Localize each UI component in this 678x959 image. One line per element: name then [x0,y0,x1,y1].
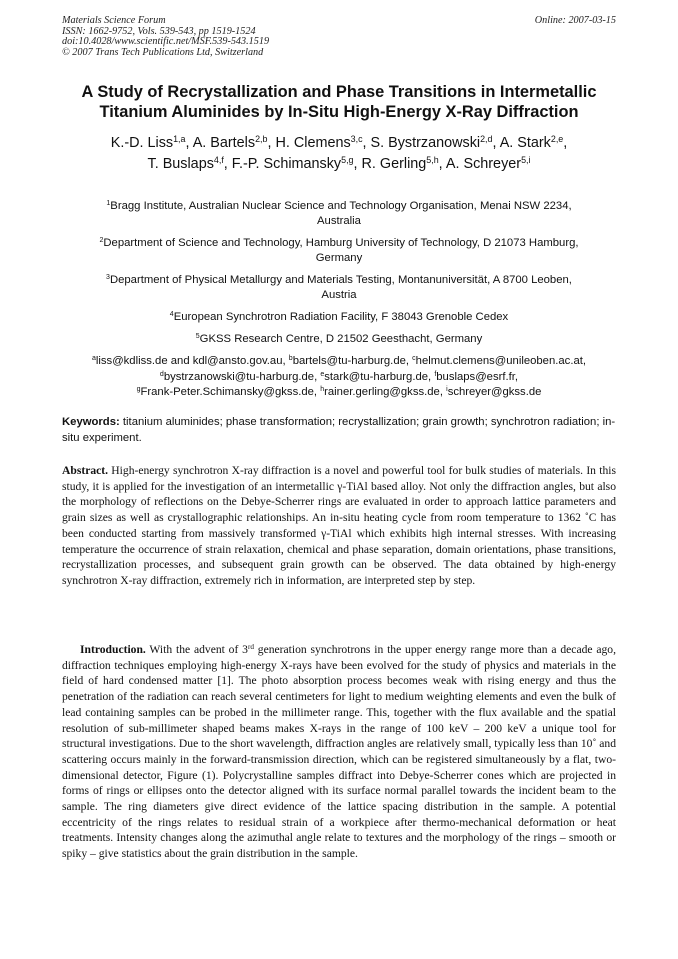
email-address[interactable]: buslaps@esrf.fr, [436,370,519,383]
author-separator: , [492,135,500,151]
email-line-3 [62,385,616,401]
author-name: H. Clemens [275,135,351,151]
affiliation-item [62,310,616,325]
introduction-pre: With the advent of 3 [145,643,248,656]
author-affiliation-marker: 2,b [255,134,268,145]
author-separator: , [362,135,371,151]
author-separator: , [223,156,232,172]
email-marker: c [412,355,416,363]
email-marker: b [288,355,293,363]
keywords-text: titanium aluminides; phase transformation; recrystallization; grain growth; synchrotron radiation; in-situ experiment. [62,416,616,444]
abstract-label: Abstract. [62,464,109,477]
affiliation-country: Germany [315,252,363,264]
author-name: K.-D. Liss [110,135,174,151]
introduction-ordinal-sup: rd [247,643,254,652]
author-affiliation-marker: 4,f [213,155,224,166]
author-affiliation-marker: 2,d [480,134,493,145]
copyright-line: © 2007 Trans Tech Publications Ltd, Switzerland [62,46,264,58]
email-marker: g [136,386,141,394]
email-marker: d [159,370,164,378]
journal-header [62,16,269,58]
author-name: S. Bystrzanowski [370,135,481,151]
email-marker: f [434,370,437,378]
abstract-paragraph [62,463,616,589]
journal-name: Materials Science Forum [62,15,166,26]
email-address[interactable]: liss@kdliss.de and kdl@ansto.gov.au, [95,355,289,367]
email-marker: h [320,386,325,394]
title-line-2: Titanium Aluminides by In-Situ High-Energy X-Ray Diffraction [99,103,579,121]
author-affiliation-marker: 5,i [521,155,531,166]
affiliation-country: Australia [317,215,361,227]
email-address[interactable]: helmut.clemens@unileoben.ac.at, [415,355,587,367]
affiliation-item [62,273,616,303]
email-address[interactable]: Frank-Peter.Schimansky@gkss.de, [140,386,321,398]
affiliation-text: GKSS Research Centre, D 21502 Geesthacht, Germany [199,333,483,345]
doi-line[interactable]: doi:10.4028/www.scientific.net/MSF.539-543.1519 [62,36,270,48]
email-marker: i [446,386,448,394]
author-line-1 [62,133,616,154]
author-name: F.-P. Schimansky [231,156,342,172]
email-marker: e [320,370,325,378]
issn-line: ISSN: 1662-9752, Vols. 539-543, pp 1519-1524 [62,25,256,37]
email-line-1 [62,354,616,370]
affiliation-number: 1 [106,200,111,208]
keywords-section [62,415,616,446]
author-list [62,133,616,175]
affiliation-item [62,199,616,229]
email-marker: a [91,355,96,363]
affiliation-number: 3 [106,274,110,282]
author-affiliation-marker: 2,e [550,134,564,145]
affiliations [62,199,616,401]
email-address[interactable]: bystrzanowski@tu-harburg.de, [163,370,321,383]
affiliation-number: 4 [169,311,174,319]
author-affiliation-marker: 5,h [426,155,439,166]
affiliation-number: 2 [99,237,104,245]
affiliation-number: 5 [195,333,200,341]
email-address[interactable]: schreyer@gkss.de [447,386,542,398]
paper-title [62,82,616,122]
author-name: R. Gerling [361,156,427,172]
affiliation-text: European Synchrotron Radiation Facility, F 38043 Grenoble Cedex [173,311,509,323]
affiliation-text: Department of Physical Metallurgy and Materials Testing, Montanuniversität, A 8700 Leoben, [109,274,572,286]
author-affiliation-marker: 1,a [173,134,186,145]
keywords-label: Keywords: [62,416,120,428]
author-name: A. Bartels [192,135,256,151]
affiliation-item [62,236,616,266]
email-address[interactable]: bartels@tu-harburg.de, [292,355,413,367]
author-name: T. Buslaps [147,156,214,172]
abstract-text: High-energy synchrotron X-ray diffraction is a novel and powerful tool for bulk studies of materials. In this study, it is applied for the investigation of an intermetallic γ-TiAl based alloy. Not only the diffraction angles, but also the morphology of reflections on the Debye-Scherrer rings are evaluated in order to approach lattice parameters and grain sizes as well as crystallographic relationships. An in-situ heating cycle from room temperature to 1362 ˚C has been conducted starting from massively transformed γ-TiAl which exhibits high internal stresses. With increasing temperature the occurrence of strain relaxation, chemical and phase separation, domain orientations, phase transitions, recrystallization processes, and subsequent grain growth can be observed. The data obtained by high-energy synchrotron X-ray diffraction, extremely rich in information, are interpreted step by step. [62,464,616,587]
affiliation-country: Austria [321,289,357,301]
email-list [62,354,616,401]
introduction-paragraph [62,642,616,862]
author-name: A. Schreyer [445,156,522,172]
email-line-2 [62,370,616,386]
email-address[interactable]: rainer.gerling@gkss.de, [324,386,447,398]
online-date: Online: 2007-03-15 [534,15,616,26]
author-affiliation-marker: 3,c [350,134,363,145]
affiliation-text: Bragg Institute, Australian Nuclear Science and Technology Organisation, Menai NSW 2234, [110,200,572,212]
author-line-2 [62,154,616,175]
introduction-text: generation synchrotrons in the upper energy range more than a decade ago, diffraction techniques employing high-energy X-rays have been evolved for the study of physics and materials in the field of hard condensed matter [1]. The photo absorption process becomes weak with rising energy and thus the penetration of the radiation can reach several centimeters for light to medium weighting elements and even the bulk of lead containing samples can be probed in the millimeter range. This, together with the flux available and the spatial resolution of sub-millimeter shaped beams makes X-rays in the range of 100 keV – 200 keV a unique tool for structural investigations. Due to the short wavelength, diffraction angles are relatively small, typically less than 10˚ and scattering occurs mainly in the forward-transmission direction, which can be registered simultaneously by a flat, two-dimensional detector, Figure (1). Polycrystalline samples diffract into Debye-Scherrer cones which are projected in forms of rings or ellipses onto the detector aligned with its surface normal parallel towards the incident beam to the sample. The ring diameters give direct evidence of the lattice spacing distribution in the sample. A potential eccentricity of the rings relates to residual strain of a workpiece after thermo-mechanical deformation or heat treatments. Intensity changes along the azimuthal angle relate to textures and the morphology of the rings – smooth or spiky – give statistics about the grain distribution in the sample. [62,643,616,861]
email-address[interactable]: stark@tu-harburg.de, [324,370,435,383]
author-separator: , [185,135,193,151]
author-name: A. Stark [499,135,551,151]
title-line-1: A Study of Recrystallization and Phase Transitions in Intermetallic [81,83,597,101]
author-separator: , [267,135,276,151]
affiliation-item [62,332,616,347]
author-separator: , [563,135,568,151]
author-separator: , [353,156,362,172]
author-affiliation-marker: 5,g [341,155,354,166]
author-separator: , [438,156,446,172]
affiliation-text: Department of Science and Technology, Hamburg University of Technology, D 21073 Hamburg, [103,237,579,249]
introduction-label: Introduction. [80,643,146,656]
